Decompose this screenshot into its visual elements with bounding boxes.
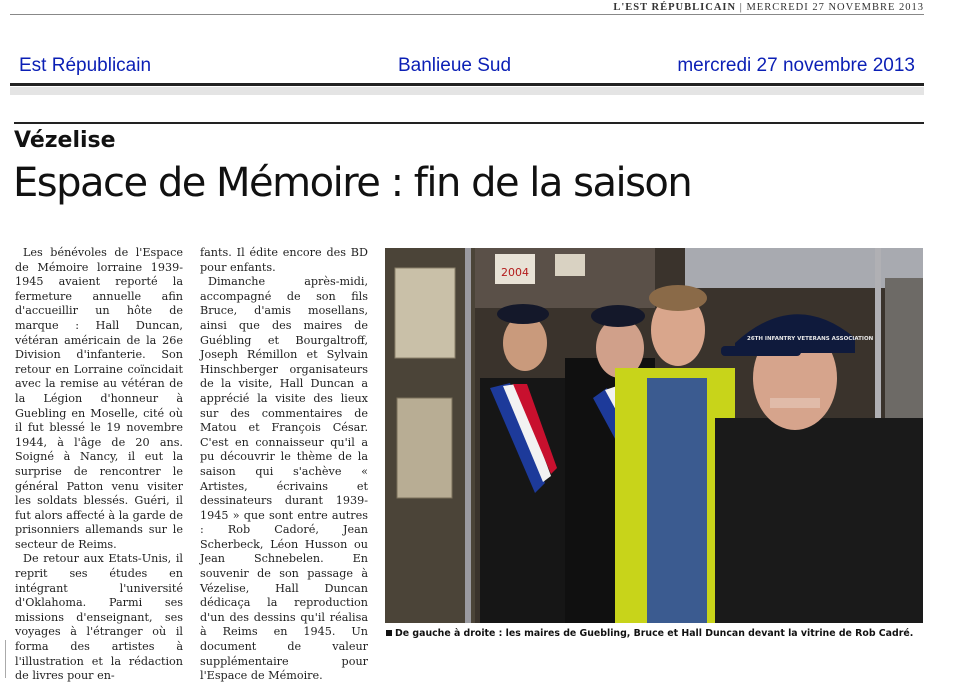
caption-text: De gauche à droite : les maires de Guebling, Bruce et Hall Duncan devant la vitrine de Rob Cadré. (395, 628, 914, 639)
paragraph: De retour aux Etats-Unis, il reprit ses études en intégrant l'université d'Oklahoma. Parmi ses missions d'enseignant, ses voyages à l'étranger où il forma des artistes à l'illustration et la rédaction de livres pour en- (15, 552, 183, 683)
masthead-date: MERCREDI 27 NOVEMBRE 2013 (746, 2, 924, 13)
paragraph: Dimanche après-midi, accompagné de son fils Bruce, d'amis mosellans, ainsi que des maires de Guébling et Bourgaltroff, Joseph Rémillon et Sylvain Hinschberger organisateurs de la visite, Hall Duncan a apprécié la visite des lieux sur des commentaires de Matou et François César. C'est en connaisseur qu'il a pu découvrir le thème de la saison qui s'achève « Artistes, écrivains et dessinateurs durant 1939-1945 » que sont entre autres : Rob Cadoré, Jean Scherbeck, Léon Husson ou Jean Schnebelen. En souvenir de son passage à Vézelise, Hall Duncan dédicaça la reproduction d'un des dessins qu'il réalisa à Reims en 1945. Un document de valeur supplémentaire pour l'Espace de Mémoire. (200, 275, 368, 683)
margin-rule (5, 640, 6, 678)
header-date: mercredi 27 novembre 2013 (677, 55, 915, 76)
article-headline: Espace de Mémoire : fin de la saison (13, 160, 692, 206)
masthead-paper: L'EST RÉPUBLICAIN (613, 2, 737, 13)
header-band (10, 52, 924, 82)
masthead-separator: | (739, 2, 743, 13)
article-column-2 (200, 246, 368, 684)
header-rule (10, 83, 924, 86)
photo-illustration (385, 248, 923, 623)
header-section: Banlieue Sud (398, 55, 512, 76)
top-rule (10, 14, 924, 15)
photo-cap-text: 26TH INFANTRY VETERANS ASSOCIATION (747, 336, 874, 342)
article-column-1 (15, 246, 183, 684)
article-kicker: Vézelise (14, 128, 116, 153)
photo-caption (386, 628, 926, 639)
masthead (613, 2, 924, 13)
header-grey-band (10, 87, 924, 95)
photo-poster-text: 2004 (501, 266, 529, 279)
article-photo (385, 248, 923, 623)
paragraph: fants. Il édite encore des BD pour enfants. (200, 246, 368, 274)
caption-square-icon (386, 630, 392, 636)
header-publication: Est Républicain (19, 55, 152, 76)
paragraph: Les bénévoles de l'Espace de Mémoire lorraine 1939-1945 avaient reporté la fermeture annuelle afin d'accueillir un hôte de marque : Hall Duncan, vétéran américain de la 26e Division d'infanterie. Son retour en Lorraine coïncidait avec la remise au vétéran de la Légion d'honneur à Guebling en Moselle, cité où il fut blessé le 19 novembre 1944, à l'âge de 20 ans. Soigné à Nancy, il eut la surprise de rencontrer le général Patton venu visiter les soldats blessés. Guéri, il fut alors affecté à la garde de prisonniers allemands sur le secteur de Reims. (15, 246, 183, 551)
article-rule (14, 122, 924, 124)
